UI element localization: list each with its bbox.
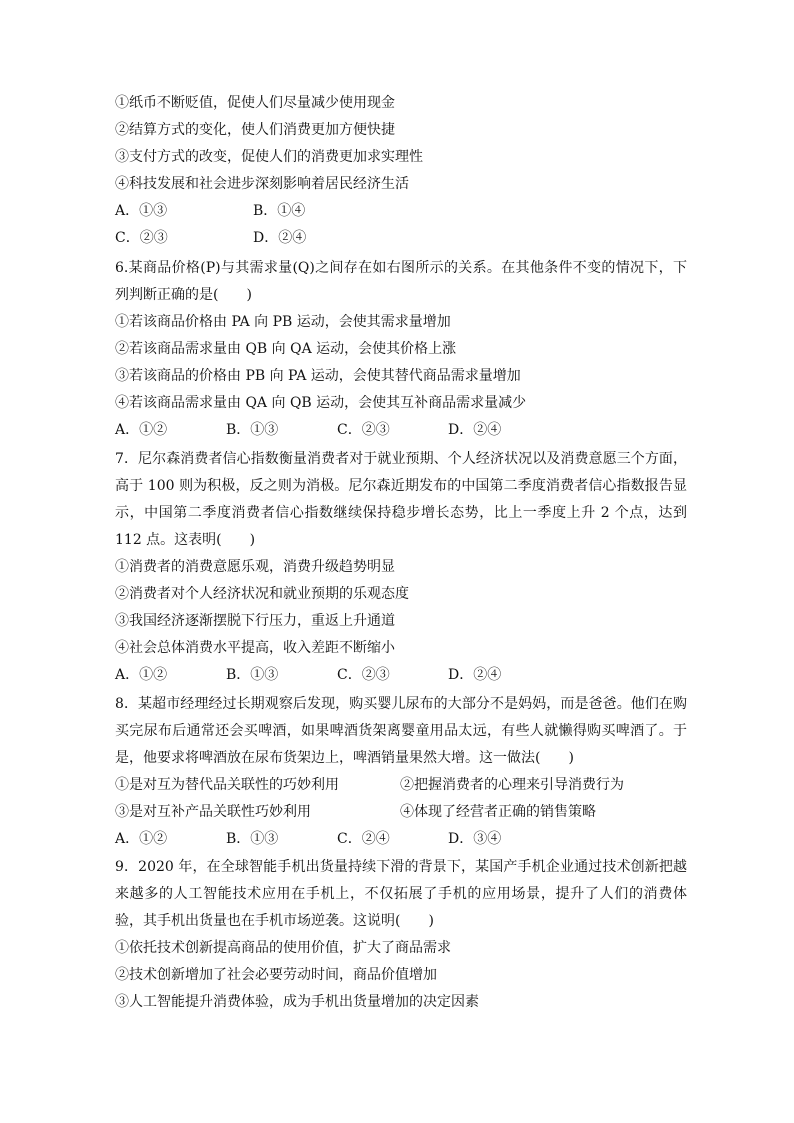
q6-statement-4: ④若该商品需求量由 QA 向 QB 运动，会使其互补商品需求量减少 xyxy=(115,395,527,411)
q7-option-b: B．①③ xyxy=(226,667,279,683)
q5-statement-2: ②结算方式的变化，使人们消费更加方便快捷 xyxy=(115,122,395,138)
q8-option-b: B．①③ xyxy=(226,831,279,847)
q8-stem: 8．某超市经理经过长期观察后发现，购买婴儿尿布的大部分不是妈妈，而是爸爸。他们在购买完尿布后通常还会买啤酒，如果啤酒货架离婴童用品太远，有些人就懒得购买啤酒了。于是，他要求将啤酒放在尿布货架边上，啤酒销量果然大增。这一做法( ) xyxy=(115,696,687,766)
question-7 xyxy=(115,446,687,689)
q6-option-b: B．①③ xyxy=(226,422,279,438)
question-9 xyxy=(115,854,687,1016)
q7-statement-2: ②消费者对个人经济状况和就业预期的乐观态度 xyxy=(115,586,409,602)
q7-statement-3: ③我国经济逐渐摆脱下行压力，重返上升通道 xyxy=(115,613,395,629)
q6-statement-1: ①若该商品价格由 PA 向 PB 运动，会使其需求量增加 xyxy=(115,314,451,330)
q7-options xyxy=(115,662,687,689)
q9-statement-3: ③人工智能提升消费体验，成为手机出货量增加的决定因素 xyxy=(115,994,479,1010)
q8-statements-row-1 xyxy=(115,772,687,799)
q5-option-a: A．①③ xyxy=(115,203,168,219)
q7-option-a: A．①② xyxy=(115,667,168,683)
q7-statement-1: ①消费者的消费意愿乐观，消费升级趋势明显 xyxy=(115,559,395,575)
q5-statement-3: ③支付方式的改变，促使人们的消费更加求实理性 xyxy=(115,149,423,165)
question-5 xyxy=(115,90,687,252)
q8-statement-1: ①是对互为替代品关联性的巧妙利用 xyxy=(115,777,339,793)
q5-option-d: D．②④ xyxy=(253,230,307,246)
q8-option-a: A．①② xyxy=(115,831,168,847)
q5-statement-4: ④科技发展和社会进步深刻影响着居民经济生活 xyxy=(115,176,409,192)
q6-options xyxy=(115,417,687,444)
q5-option-b: B．①④ xyxy=(253,203,306,219)
q8-statements-row-2 xyxy=(115,799,687,826)
q9-statement-2: ②技术创新增加了社会必要劳动时间，商品价值增加 xyxy=(115,967,437,983)
q8-option-c: C．②④ xyxy=(337,831,390,847)
q6-option-a: A．①② xyxy=(115,422,168,438)
q6-option-d: D．②④ xyxy=(448,422,502,438)
q8-statement-4: ④体现了经营者正确的销售策略 xyxy=(400,804,596,820)
q5-statement-1: ①纸币不断贬值，促使人们尽量减少使用现金 xyxy=(115,95,395,111)
q9-stem: 9．2020 年，在全球智能手机出货量持续下滑的背景下，某国产手机企业通过技术创新把越来越多的人工智能技术应用在手机上，不仅拓展了手机的应用场景，提升了人们的消费体验，其手机出货量也在手机市场逆袭。这说明( ) xyxy=(115,859,687,929)
q6-statement-2: ②若该商品需求量由 QB 向 QA 运动，会使其价格上涨 xyxy=(115,341,457,357)
q6-option-c: C．②③ xyxy=(337,422,390,438)
q5-options-row-1 xyxy=(115,198,687,225)
q7-option-c: C．②③ xyxy=(337,667,390,683)
q6-stem: 6.某商品价格(P)与其需求量(Q)之间存在如右图所示的关系。在其他条件不变的情况下，下列判断正确的是( ) xyxy=(115,260,687,303)
q6-statement-3: ③若该商品的价格由 PB 向 PA 运动，会使其替代商品需求量增加 xyxy=(115,368,521,384)
q8-statement-2: ②把握消费者的心理来引导消费行为 xyxy=(400,777,624,793)
question-8 xyxy=(115,691,687,853)
q7-stem: 7．尼尔森消费者信心指数衡量消费者对于就业预期、个人经济状况以及消费意愿三个方面，高于 100 则为积极，反之则为消极。尼尔森近期发布的中国第二季度消费者信心指数报告显示，中国第二季度消费者信心指数继续保持稳步增长态势，比上一季度上升 2 个点，达到 112 点。这表明( ) xyxy=(115,451,687,548)
q9-statement-1: ①依托技术创新提高商品的使用价值，扩大了商品需求 xyxy=(115,940,451,956)
q7-option-d: D．②④ xyxy=(448,667,502,683)
q5-options-row-2 xyxy=(115,225,687,252)
q5-option-c: C．②③ xyxy=(115,230,168,246)
question-6 xyxy=(115,255,687,444)
q8-options xyxy=(115,826,687,853)
q7-statement-4: ④社会总体消费水平提高，收入差距不断缩小 xyxy=(115,640,395,656)
q8-statement-3: ③是对互补产品关联性巧妙利用 xyxy=(115,804,311,820)
q8-option-d: D．③④ xyxy=(448,831,502,847)
